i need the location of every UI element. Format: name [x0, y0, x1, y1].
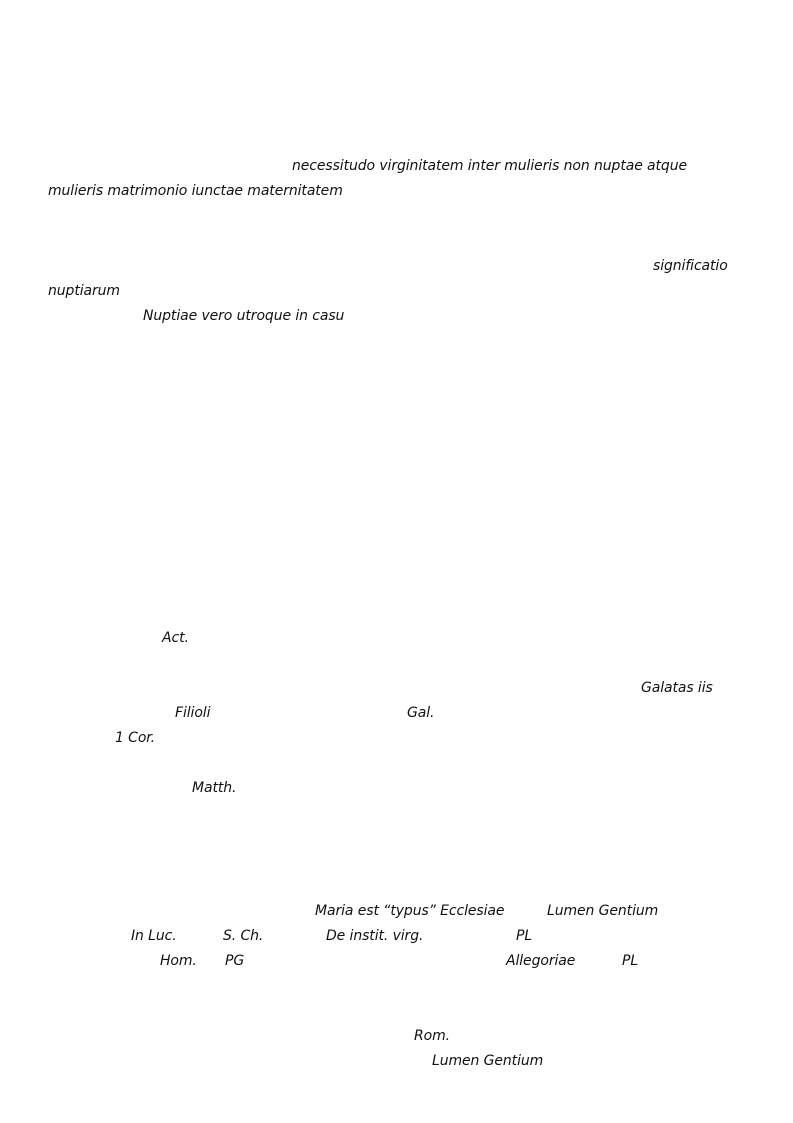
text-fragment: significatio: [653, 258, 728, 274]
text-fragment: necessitudo virginitatem inter mulieris non nuptae atque: [292, 158, 688, 174]
citation: S. Ch.: [223, 928, 264, 944]
citation: 1 Cor.: [115, 730, 156, 746]
text-fragment: mulieris matrimonio iunctae maternitatem: [48, 183, 343, 199]
citation: Rom.: [414, 1028, 450, 1044]
citation: Matth.: [192, 780, 237, 796]
citation: De instit. virg.: [326, 928, 424, 944]
text-fragment: Maria est “typus” Ecclesiae: [315, 903, 505, 919]
citation: Act.: [162, 630, 189, 646]
citation: PL: [516, 928, 533, 944]
citation: PL: [622, 953, 639, 969]
text-fragment: nuptiarum: [48, 283, 120, 299]
citation: Lumen Gentium: [432, 1053, 544, 1069]
citation: Gal.: [407, 705, 435, 721]
citation: PG: [225, 953, 245, 969]
citation: Lumen Gentium: [547, 903, 659, 919]
citation: In Luc.: [131, 928, 177, 944]
text-fragment: Galatas iis: [641, 680, 713, 696]
text-fragment: Nuptiae vero utroque in casu: [143, 308, 345, 324]
citation: Hom.: [160, 953, 197, 969]
citation: Allegoriae: [506, 953, 576, 969]
text-fragment: Filioli: [175, 705, 211, 721]
